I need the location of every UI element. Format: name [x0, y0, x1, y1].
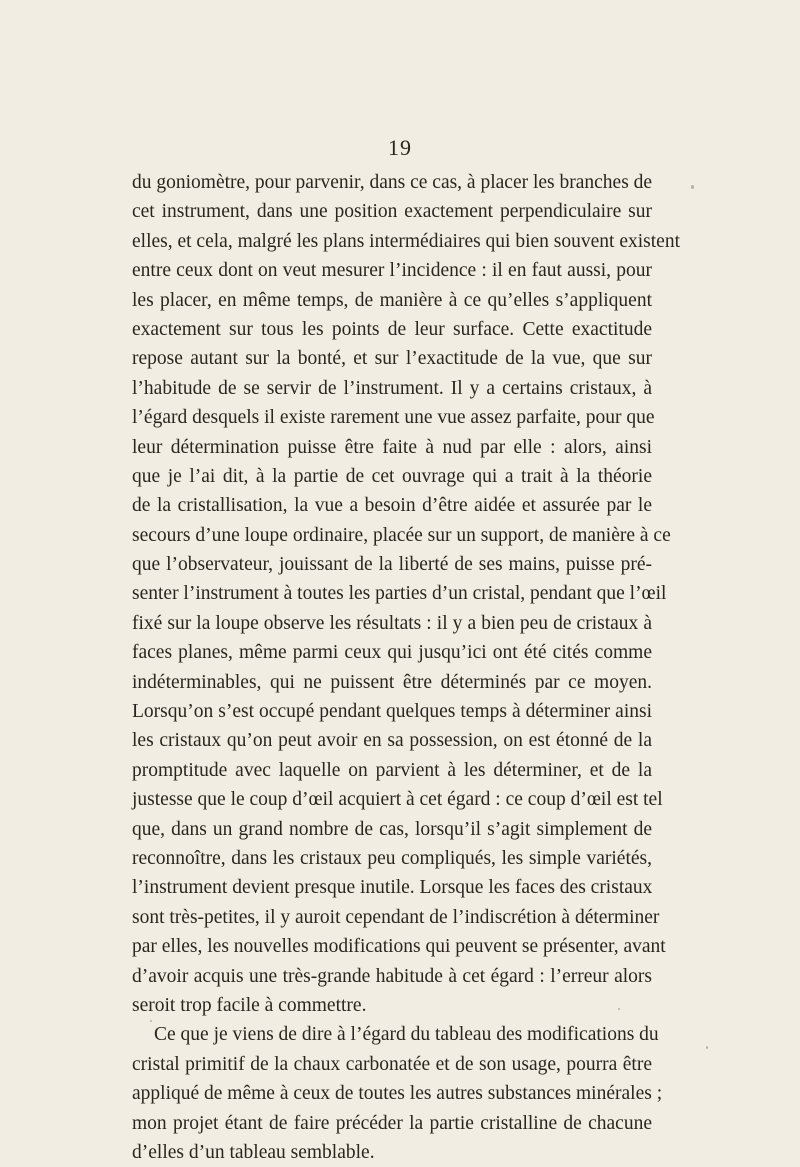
text-line: leur détermination puisse être faite à nud par elle : alors, ainsi — [132, 436, 652, 458]
text-line: d’elles d’un tableau semblable. — [132, 1141, 375, 1163]
text-line: appliqué de même à ceux de toutes les autres substances minérales ; — [132, 1083, 663, 1105]
text-line: faces planes, même parmi ceux qui jusqu’ici ont été cités comme — [132, 642, 652, 664]
text-line: l’instrument devient presque inutile. Lorsque les faces des cristaux — [132, 877, 653, 899]
text-line: l’égard desquels il existe rarement une vue assez parfaite, pour que — [132, 407, 655, 429]
text-line: cet instrument, dans une position exactement perpendiculaire sur — [132, 201, 652, 223]
text-line: que l’observateur, jouissant de la liberté de ses mains, puisse pré- — [132, 554, 652, 576]
text-line: elles, et cela, malgré les plans intermédiaires qui bien souvent existent — [132, 230, 680, 252]
text-line: seroit trop facile à commettre. — [132, 994, 367, 1016]
text-line: repose autant sur la bonté, et sur l’exactitude de la vue, que sur — [132, 348, 652, 370]
text-line: entre ceux dont on veut mesurer l’incidence : il en faut aussi, pour — [132, 260, 652, 282]
text-line: par elles, les nouvelles modifications qui peuvent se présenter, avant — [132, 936, 666, 958]
text-line: senter l’instrument à toutes les parties d’un cristal, pendant que l’œil — [132, 583, 667, 605]
text-line: cristal primitif de la chaux carbonatée et de son usage, pourra être — [132, 1053, 652, 1075]
paper-speck — [618, 1008, 620, 1010]
text-line: Ce que je viens de dire à l’égard du tableau des modifications du — [154, 1024, 659, 1046]
body-text — [132, 168, 680, 1167]
text-line: fixé sur la loupe observe les résultats : il y a bien peu de cristaux à — [132, 612, 652, 634]
text-line: indéterminables, qui ne puissent être déterminés par ce moyen. — [132, 671, 652, 693]
paper-speck — [706, 1046, 708, 1049]
page-number: 19 — [388, 135, 412, 160]
text-line: mon projet étant de faire précéder la partie cristalline de chacune — [132, 1112, 652, 1134]
text-line: les cristaux qu’on peut avoir en sa possession, on est étonné de la — [132, 730, 652, 752]
text-line: secours d’une loupe ordinaire, placée sur un support, de manière à ce — [132, 524, 671, 546]
text-line: de la cristallisation, la vue a besoin d’être aidée et assurée par le — [132, 495, 652, 517]
text-line: reconnoître, dans les cristaux peu compliqués, les simple variétés, — [132, 847, 652, 869]
text-line: que je l’ai dit, à la partie de cet ouvrage qui a trait à la théorie — [132, 465, 652, 487]
text-line: Lorsqu’on s’est occupé pendant quelques temps à déterminer ainsi — [132, 701, 652, 723]
text-line: que, dans un grand nombre de cas, lorsqu’il s’agit simplement de — [132, 818, 652, 840]
text-line: les placer, en même temps, de manière à ce qu’elles s’appliquent — [132, 289, 652, 311]
text-line: sont très-petites, il y auroit cependant de l’indiscrétion à déterminer — [132, 906, 660, 928]
paper-speck — [691, 185, 694, 189]
text-line: l’habitude de se servir de l’instrument. Il y a certains cristaux, à — [132, 377, 652, 399]
text-line: justesse que le coup d’œil acquiert à cet égard : ce coup d’œil est tel — [132, 789, 663, 811]
paper-speck — [150, 1020, 152, 1022]
text-line: d’avoir acquis une très-grande habitude à cet égard : l’erreur alors — [132, 965, 652, 987]
text-line: exactement sur tous les points de leur surface. Cette exactitude — [132, 318, 652, 340]
text-line: du goniomètre, pour parvenir, dans ce cas, à placer les branches de — [132, 172, 653, 193]
text-line: promptitude avec laquelle on parvient à les déterminer, et de la — [132, 759, 652, 781]
